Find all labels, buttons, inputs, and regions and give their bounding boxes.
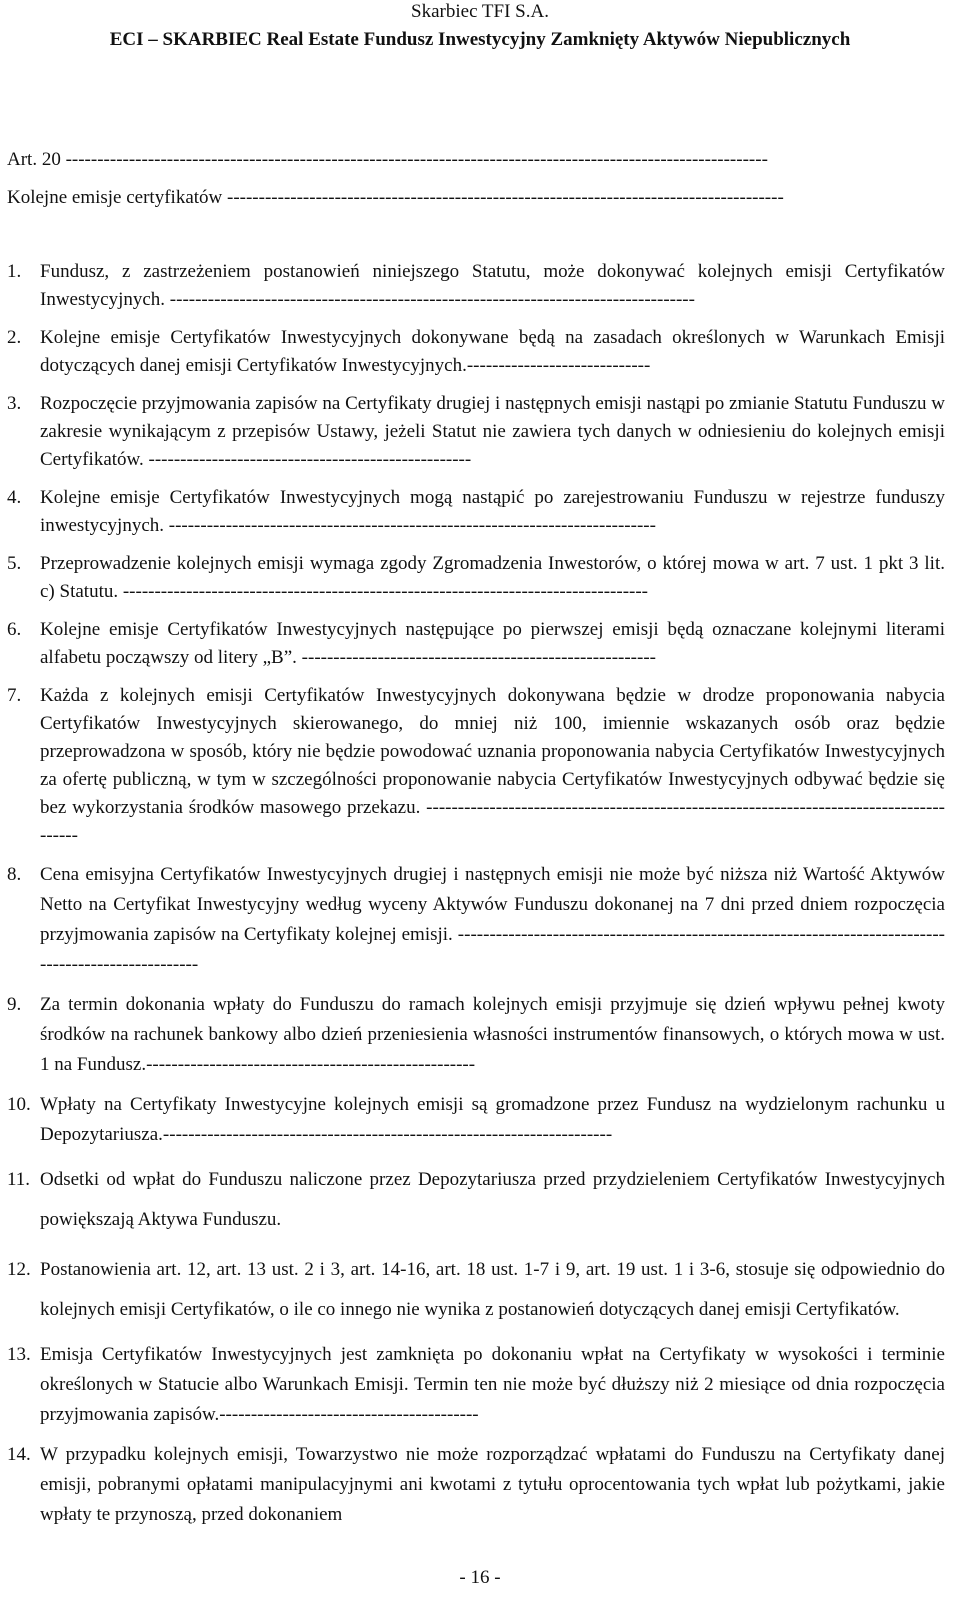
item-text: Postanowienia art. 12, art. 13 ust. 2 i 3, art. 14-16, art. 18 ust. 1-7 i 9, art. 19 ust. 1 i 3-6, stosuje się odpowiednio do kolejnych emisji Certyfikatów, o ile co innego nie wynika z postanowień dotyczących danej emisji Certyfikatów. <box>40 1259 945 1320</box>
article-title: Kolejne emisje certyfikatów ---------------------------------------------------------------------------------------- <box>7 187 784 208</box>
list-item <box>7 1090 945 1150</box>
list-item <box>7 616 945 672</box>
article-heading <box>7 148 947 210</box>
item-text: Za termin dokonania wpłaty do Funduszu do ramach kolejnych emisji przyjmuje się dzień wpływu pełnej kwoty środków na rachunek bankowy albo dzień przeniesienia własności instrumentów finansowych, o których mowa w ust. 1 na Fundusz.---------------------------------------------------- <box>40 994 945 1075</box>
item-number: 14. <box>7 1444 31 1465</box>
item-number: 1. <box>7 261 22 282</box>
item-number: 13. <box>7 1344 31 1365</box>
item-number: 6. <box>7 619 22 640</box>
item-text: Kolejne emisje Certyfikatów Inwestycyjnych mogą nastąpić po zarejestrowaniu Funduszu w rejestrze funduszy inwestycyjnych. ----------------------------------------------------------------------------- <box>40 487 945 536</box>
item-number: 4. <box>7 487 22 508</box>
list-item <box>7 990 945 1080</box>
list-item <box>7 860 945 980</box>
article-number: Art. 20 --------------------------------------------------------------------------------------------------------------- <box>7 149 768 170</box>
item-text: Kolejne emisje Certyfikatów Inwestycyjnych dokonywane będą na zasadach określonych w Warunkach Emisji dotyczących danej emisji Certyfikatów Inwestycyjnych.----------------------------- <box>40 327 945 376</box>
list-item <box>7 484 945 540</box>
item-text: Przeprowadzenie kolejnych emisji wymaga zgody Zgromadzenia Inwestorów, o której mowa w art. 7 ust. 1 pkt 3 lit. c) Statutu. ----------------------------------------------------------------------------------- <box>40 553 945 602</box>
item-number: 12. <box>7 1259 31 1280</box>
list-item <box>7 390 945 474</box>
item-text: Rozpoczęcie przyjmowania zapisów na Certyfikaty drugiej i następnych emisji nastąpi po zmianie Statutu Funduszu w zakresie wynikającym z przepisów Ustawy, jeżeli Statut nie zawiera tych danych w odniesieniu do kolejnych emisji Certyfikatów. --------------------------------------------------- <box>40 393 945 470</box>
list-item <box>7 1250 945 1330</box>
list-item <box>7 1340 945 1430</box>
company-name: Skarbiec TFI S.A. <box>411 1 549 22</box>
fund-name: ECI – SKARBIEC Real Estate Fundusz Inwestycyjny Zamknięty Aktywów Niepublicznych <box>109 29 851 50</box>
list-item <box>7 1160 945 1240</box>
item-number: 3. <box>7 393 22 414</box>
list-item <box>7 682 945 850</box>
item-number: 10. <box>7 1094 31 1115</box>
item-number: 2. <box>7 327 22 348</box>
list-item <box>7 258 945 314</box>
item-number: 8. <box>7 864 22 885</box>
item-text: Odsetki od wpłat do Funduszu naliczone przez Depozytariusza przed przydzieleniem Certyfikatów Inwestycyjnych powiększają Aktywa Funduszu. <box>40 1169 945 1230</box>
item-number: 9. <box>7 994 22 1015</box>
page-header <box>0 0 960 52</box>
item-text: Cena emisyjna Certyfikatów Inwestycyjnych drugiej i następnych emisji nie może być niższa niż Wartość Aktywów Netto na Certyfikat Inwestycyjny według wyceny Aktywów Funduszu dokonanej na 7 dni przed dniem rozpoczęcia przyjmowania zapisów na Certyfikaty kolejnej emisji. ------------------------------------------------------------------------------------------------------ <box>40 864 945 975</box>
item-text: Emisja Certyfikatów Inwestycyjnych jest zamknięta po dokonaniu wpłat na Certyfikaty w wysokości i terminie określonych w Statucie albo Warunkach Emisji. Termin ten nie może być dłuższy niż 2 miesiące od dnia rozpoczęcia przyjmowania zapisów.----------------------------------------- <box>40 1344 945 1425</box>
item-number: 5. <box>7 553 22 574</box>
item-text: Fundusz, z zastrzeżeniem postanowień niniejszego Statutu, może dokonywać kolejnych emisji Certyfikatów Inwestycyjnych. ----------------------------------------------------------------------------------- <box>40 261 945 310</box>
item-number: 11. <box>7 1169 31 1190</box>
item-number: 7. <box>7 685 22 706</box>
page-number: - 16 - <box>459 1567 501 1588</box>
article-paragraphs <box>7 258 945 1540</box>
item-text: Wpłaty na Certyfikaty Inwestycyjne kolejnych emisji są gromadzone przez Fundusz na wydzielonym rachunku u Depozytariusza.----------------------------------------------------------------------- <box>40 1094 945 1145</box>
item-text: W przypadku kolejnych emisji, Towarzystwo nie może rozporządzać wpłatami do Funduszu na Certyfikaty danej emisji, pobranymi opłatami manipulacyjnymi ani kwotami z tytułu oprocentowania tych wpłat lub pożytkami, jakie wpłaty te przynoszą, przed dokonaniem <box>40 1444 945 1525</box>
item-text: Kolejne emisje Certyfikatów Inwestycyjnych następujące po pierwszej emisji będą oznaczane kolejnymi literami alfabetu począwszy od litery „B”. -------------------------------------------------------- <box>40 619 945 668</box>
list-item <box>7 324 945 380</box>
list-item <box>7 550 945 606</box>
item-text: Każda z kolejnych emisji Certyfikatów Inwestycyjnych dokonywana będzie w drodze proponowania nabycia Certyfikatów Inwestycyjnych skierowanego, do mniej niż 100, imiennie wskazanych osób oraz będzie przeprowadzona w sposób, który nie będzie powodować uznania proponowania nabycia Certyfikatów Inwestycyjnych za ofertę publiczną, w tym w szczególności proponowanie nabycia Certyfikatów Inwestycyjnych odbywać będzie się bez wykorzystania środków masowego przekazu. ---------------------------------------------------------------------------------------- <box>40 685 945 846</box>
list-item <box>7 1440 945 1530</box>
